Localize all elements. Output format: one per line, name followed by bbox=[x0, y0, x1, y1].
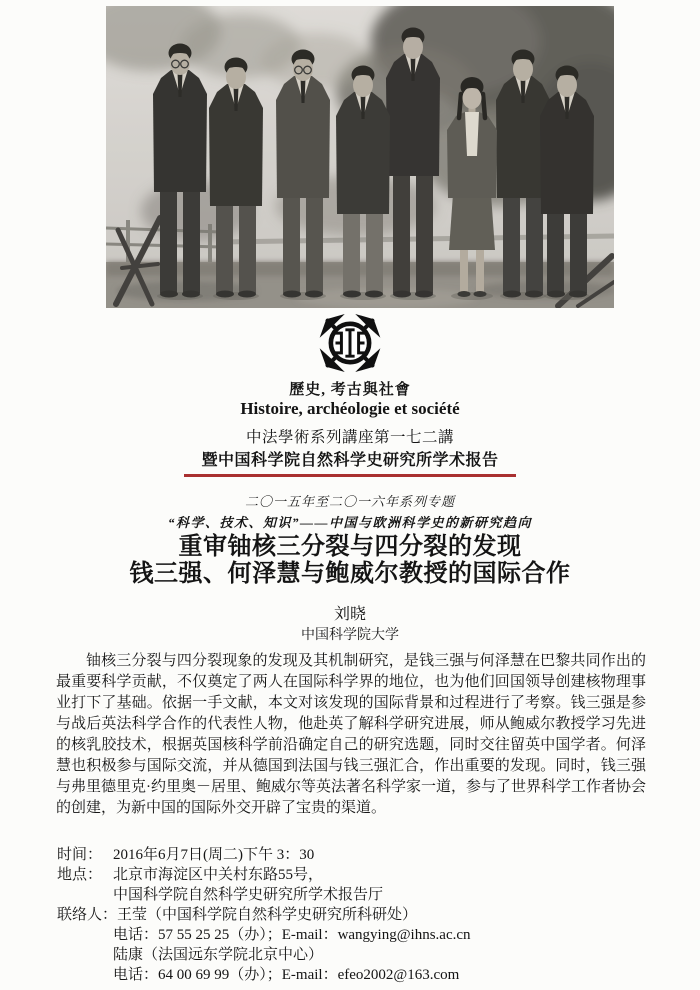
time-label: 时间： bbox=[57, 847, 103, 863]
group-photo bbox=[106, 6, 614, 308]
efeo-seal-graphic bbox=[317, 311, 383, 375]
theme-topic: “科学、技术、知识”——中国与欧洲科学史的新研究趋向 bbox=[167, 515, 532, 530]
detail-row-contact1 bbox=[57, 905, 657, 925]
contact-label: 联络人： bbox=[57, 907, 118, 923]
detail-row-time bbox=[57, 845, 657, 865]
group-photo-illustration bbox=[106, 6, 614, 308]
contact1-name: 王莹（中国科学院自然科学史研究所科研处） bbox=[117, 907, 418, 923]
detail-row-contact2-phone bbox=[57, 965, 657, 985]
contact1-phone-email: 电话：57 55 25 25（办）；E-mail：wangying@ihns.ac.cn bbox=[113, 927, 471, 943]
detail-row-contact1-phone bbox=[57, 925, 657, 945]
location-value-line2: 中国科学院自然科学史研究所学术报告厅 bbox=[113, 887, 384, 903]
talk-title-line2: 钱三强、何泽慧与鲍威尔教授的国际合作 bbox=[129, 561, 571, 587]
detail-row-location-cont bbox=[57, 885, 657, 905]
detail-row-location bbox=[57, 865, 657, 885]
series-title-fr: Histoire, archéologie et société bbox=[240, 399, 460, 418]
series-title-zh: 歷史, 考古與社會 bbox=[289, 382, 411, 398]
event-details bbox=[57, 845, 657, 985]
lecture-number: 中法學術系列講座第一七二講 bbox=[245, 429, 454, 446]
efeo-seal-icon bbox=[317, 311, 383, 375]
time-value: 2016年6月7日(周二)下午 3：30 bbox=[113, 847, 315, 863]
talk-title bbox=[0, 534, 700, 588]
detail-row-contact2 bbox=[57, 945, 657, 965]
speaker-affiliation: 中国科学院大学 bbox=[301, 628, 399, 643]
speaker-name: 刘晓 bbox=[333, 606, 366, 623]
theme-years: 二〇一五年至二〇一六年系列专题 bbox=[244, 494, 455, 509]
location-label: 地点： bbox=[57, 867, 103, 883]
contact2-name: 陆康（法国远东学院北京中心） bbox=[113, 947, 324, 963]
red-underline bbox=[184, 474, 516, 477]
joint-report-line: 暨中国科学院自然科学史研究所学术报告 bbox=[201, 452, 499, 469]
contact2-phone-email: 电话：64 00 69 99（办）；E-mail：efeo2002@163.com bbox=[113, 967, 460, 983]
talk-title-line1: 重审铀核三分裂与四分裂的发现 bbox=[178, 534, 522, 560]
location-value-line1: 北京市海淀区中关村东路55号， bbox=[113, 867, 324, 883]
abstract-paragraph: 铀核三分裂与四分裂现象的发现及其机制研究，是钱三强与何泽慧在巴黎共同作出的最重要科学贡献，不仅奠定了两人在国际科学界的地位，也为他们回国领导创建核物理事业打下了基础。依据一手文献，本文对该发现的国际背景和过程进行了考察。钱三强是参与战后英法科学合作的代表性人物，他赴英了解科学研究进展，师从鲍威尔教授学习先进的核乳胶技术，根据英国核科学前沿确定自己的研究选题，同时交往留英中国学者。何泽慧也积极参与国际交流，并从德国到法国与钱三强汇合，作出重要的发现。同时，钱三强与弗里德里克·约里奥－居里、鲍威尔等英法著名科学家一道，参与了世界科学工作者协会的创建，为新中国的国际外交开辟了宝贵的渠道。 bbox=[56, 653, 646, 816]
